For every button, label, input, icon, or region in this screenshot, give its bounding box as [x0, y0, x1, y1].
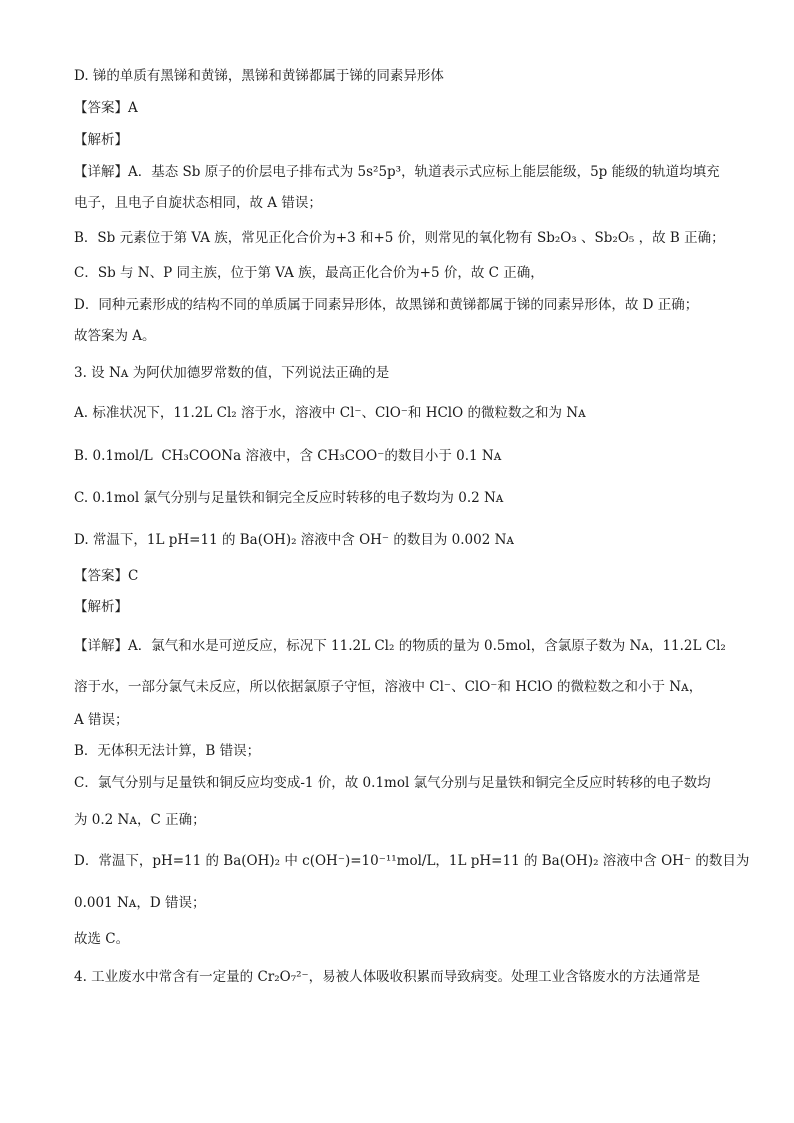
- answer-label: [74, 566, 734, 586]
- text-line: 【答案】C: [74, 568, 139, 584]
- text-line: 0.001 Nᴀ，D 错误；: [74, 895, 206, 911]
- question-3-option-b: [74, 446, 734, 466]
- detail-a-line2: [74, 677, 734, 697]
- detail-c: [74, 263, 734, 283]
- text-line: 【答案】A: [74, 100, 138, 116]
- detail-a-line2: [74, 193, 734, 213]
- text-line: 【详解】A．基态 Sb 原子的价层电子排布式为 5s²5p³，轨道表示式应标上能层能级，5p 能级的轨道均填充: [74, 164, 720, 180]
- text-line: 【详解】A．氯气和水是可逆反应，标况下 11.2L Cl₂ 的物质的量为 0.5mol，含氯原子数为 Nᴀ，11.2L Cl₂: [74, 638, 726, 654]
- option-d-prev: [74, 66, 734, 86]
- detail-b: [74, 228, 734, 248]
- detail-a-line3: [74, 710, 734, 730]
- detail-c-line2: [74, 810, 734, 830]
- detail-c-line1: [74, 773, 734, 793]
- text-line: A 错误；: [74, 712, 129, 728]
- detail-d-line1: [74, 851, 750, 871]
- text-line: B. 0.1mol/L CH₃COONa 溶液中，含 CH₃COO⁻的数目小于 0.1 Nᴀ: [74, 448, 502, 464]
- text-line: D. 锑的单质有黑锑和黄锑，黑锑和黄锑都属于锑的同素异形体: [74, 68, 444, 84]
- analysis-label: [74, 597, 734, 617]
- detail-a-line1: [74, 636, 734, 656]
- text-line: B．Sb 元素位于第 VA 族，常见正化合价为+3 和+5 价，则常见的氧化物有 Sb₂O₃ 、Sb₂O₅ ，故 B 正确；: [74, 230, 725, 246]
- question-3-option-c: [74, 488, 734, 508]
- detail-d: [74, 295, 734, 315]
- question-3-stem: [74, 363, 734, 383]
- text-line: D. 常温下，1L pH=11 的 Ba(OH)₂ 溶液中含 OH⁻ 的数目为 0.002 Nᴀ: [74, 532, 515, 548]
- text-line: 溶于水，一部分氯气未反应，所以依据氯原子守恒，溶液中 Cl⁻、ClO⁻和 HClO 的微粒数之和小于 Nᴀ，: [74, 679, 703, 695]
- text-line: 故选 C。: [74, 931, 130, 947]
- conclusion: [74, 326, 734, 346]
- conclusion: [74, 929, 734, 949]
- text-line: 【解析】: [74, 599, 128, 615]
- text-line: B．无体积无法计算，B 错误；: [74, 743, 261, 759]
- detail-d-line2: [74, 893, 734, 913]
- text-line: 电子，且电子自旋状态相同，故 A 错误；: [74, 195, 322, 211]
- text-line: A. 标准状况下，11.2L Cl₂ 溶于水，溶液中 Cl⁻、ClO⁻和 HClO 的微粒数之和为 Nᴀ: [74, 405, 586, 421]
- analysis-label: [74, 130, 734, 150]
- text-line: C．氯气分别与足量铁和铜反应均变成-1 价，故 0.1mol 氯气分别与足量铁和铜完全反应时转移的电子数均: [74, 775, 711, 791]
- question-4-stem: [74, 967, 734, 987]
- detail-b: [74, 741, 734, 761]
- detail-a-line1: [74, 162, 734, 182]
- text-line: 4. 工业废水中常含有一定量的 Cr₂O₇²⁻，易被人体吸收积累而导致病变。处理工业含铬废水的方法通常是: [74, 969, 701, 985]
- text-line: D．同种元素形成的结构不同的单质属于同素异形体，故黑锑和黄锑都属于锑的同素异形体，故 D 正确；: [74, 297, 699, 313]
- answer-label: [74, 98, 734, 118]
- text-line: C．Sb 与 N、P 同主族，位于第 VA 族，最高正化合价为+5 价，故 C 正确，: [74, 265, 544, 281]
- text-line: 为 0.2 Nᴀ，C 正确；: [74, 812, 206, 828]
- text-line: 3. 设 Nᴀ 为阿伏加德罗常数的值，下列说法正确的是: [74, 365, 390, 381]
- question-3-option-d: [74, 530, 734, 550]
- text-line: 故答案为 A。: [74, 328, 156, 344]
- text-line: D．常温下，pH=11 的 Ba(OH)₂ 中 c(OH⁻)=10⁻¹¹mol/L，1L pH=11 的 Ba(OH)₂ 溶液中含 OH⁻ 的数目为: [74, 853, 750, 869]
- text-line: 【解析】: [74, 132, 128, 148]
- question-3-option-a: [74, 403, 734, 423]
- text-line: C. 0.1mol 氯气分别与足量铁和铜完全反应时转移的电子数均为 0.2 Nᴀ: [74, 490, 504, 506]
